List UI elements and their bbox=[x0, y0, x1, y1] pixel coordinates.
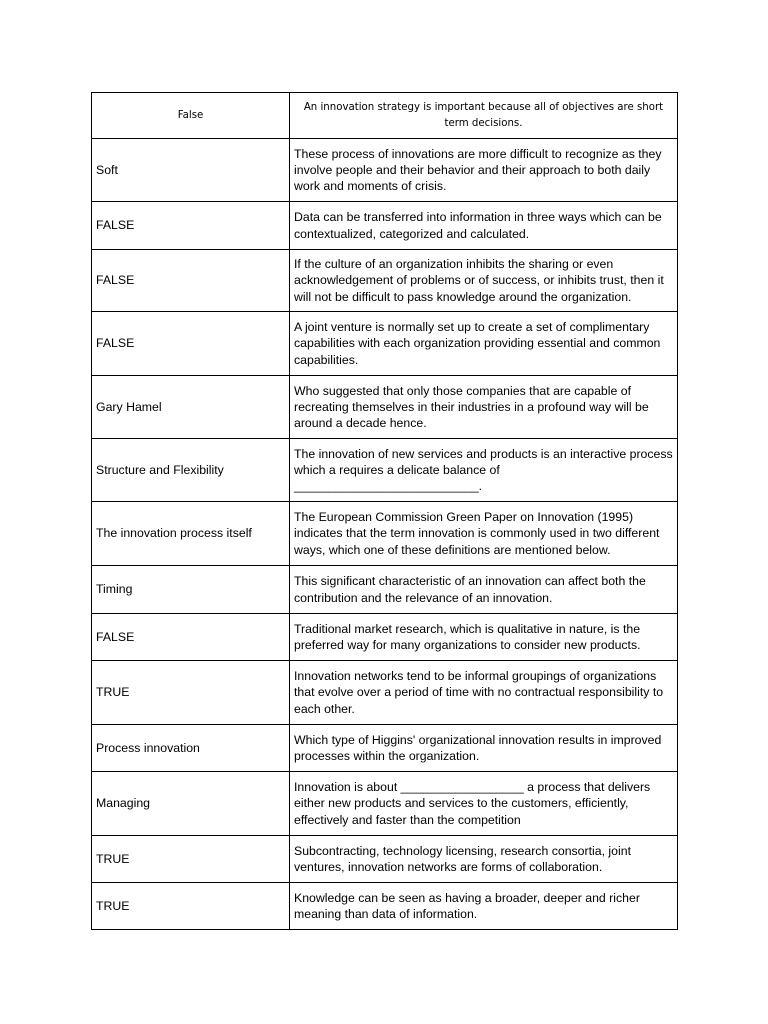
table-row bbox=[92, 202, 678, 250]
table-row bbox=[92, 139, 678, 202]
question-cell: An innovation strategy is important because all of objectives are short term decisions. bbox=[290, 93, 678, 139]
question-cell: Traditional market research, which is qualitative in nature, is the preferred way for many organizations to consider new products. bbox=[290, 614, 678, 661]
table-row bbox=[92, 566, 678, 614]
answer-cell: Process innovation bbox=[92, 725, 290, 772]
answer-cell: False bbox=[92, 93, 290, 139]
question-cell: A joint venture is normally set up to create a set of complimentary capabilities with each organization providing essential and common capabilities. bbox=[290, 312, 678, 376]
question-cell: The European Commission Green Paper on Innovation (1995) indicates that the term innovation is commonly used in two different ways, which one of these definitions are mentioned below. bbox=[290, 502, 678, 566]
table-row bbox=[92, 772, 678, 836]
question-cell: Data can be transferred into information in three ways which can be contextualized, categorized and calculated. bbox=[290, 202, 678, 250]
answer-cell: FALSE bbox=[92, 202, 290, 250]
question-cell: The innovation of new services and products is an interactive process which a requires a delicate balance of ___________________________. bbox=[290, 439, 678, 502]
question-cell: Who suggested that only those companies that are capable of recreating themselves in their industries in a profound way will be around a decade hence. bbox=[290, 376, 678, 439]
answer-cell: Timing bbox=[92, 566, 290, 614]
answer-cell: Soft bbox=[92, 139, 290, 202]
table-row bbox=[92, 439, 678, 502]
table-row bbox=[92, 376, 678, 439]
table-row bbox=[92, 312, 678, 376]
table-row bbox=[92, 614, 678, 661]
answer-cell: The innovation process itself bbox=[92, 502, 290, 566]
table-row bbox=[92, 836, 678, 883]
table-row bbox=[92, 661, 678, 725]
table-row bbox=[92, 93, 678, 139]
answer-cell: FALSE bbox=[92, 312, 290, 376]
question-cell: Subcontracting, technology licensing, research consortia, joint ventures, innovation networks are forms of collaboration. bbox=[290, 836, 678, 883]
table-row bbox=[92, 502, 678, 566]
qa-table bbox=[91, 92, 678, 930]
table-row bbox=[92, 883, 678, 930]
question-cell: Innovation is about __________________ a process that delivers either new products and services to the customers, efficiently, effectively and faster than the competition bbox=[290, 772, 678, 836]
table-row bbox=[92, 250, 678, 312]
answer-cell: TRUE bbox=[92, 661, 290, 725]
question-cell: Knowledge can be seen as having a broader, deeper and richer meaning than data of information. bbox=[290, 883, 678, 930]
answer-cell: FALSE bbox=[92, 250, 290, 312]
table-row bbox=[92, 725, 678, 772]
answer-cell: Structure and Flexibility bbox=[92, 439, 290, 502]
answer-cell: Managing bbox=[92, 772, 290, 836]
question-cell: If the culture of an organization inhibits the sharing or even acknowledgement of problems or of success, or inhibits trust, then it will not be difficult to pass knowledge around the organization. bbox=[290, 250, 678, 312]
question-cell: Innovation networks tend to be informal groupings of organizations that evolve over a period of time with no contractual responsibility to each other. bbox=[290, 661, 678, 725]
answer-cell: FALSE bbox=[92, 614, 290, 661]
question-cell: This significant characteristic of an innovation can affect both the contribution and the relevance of an innovation. bbox=[290, 566, 678, 614]
answer-cell: Gary Hamel bbox=[92, 376, 290, 439]
answer-cell: TRUE bbox=[92, 836, 290, 883]
question-cell: Which type of Higgins' organizational innovation results in improved processes within the organization. bbox=[290, 725, 678, 772]
question-cell: These process of innovations are more difficult to recognize as they involve people and their behavior and their approach to both daily work and moments of crisis. bbox=[290, 139, 678, 202]
answer-cell: TRUE bbox=[92, 883, 290, 930]
